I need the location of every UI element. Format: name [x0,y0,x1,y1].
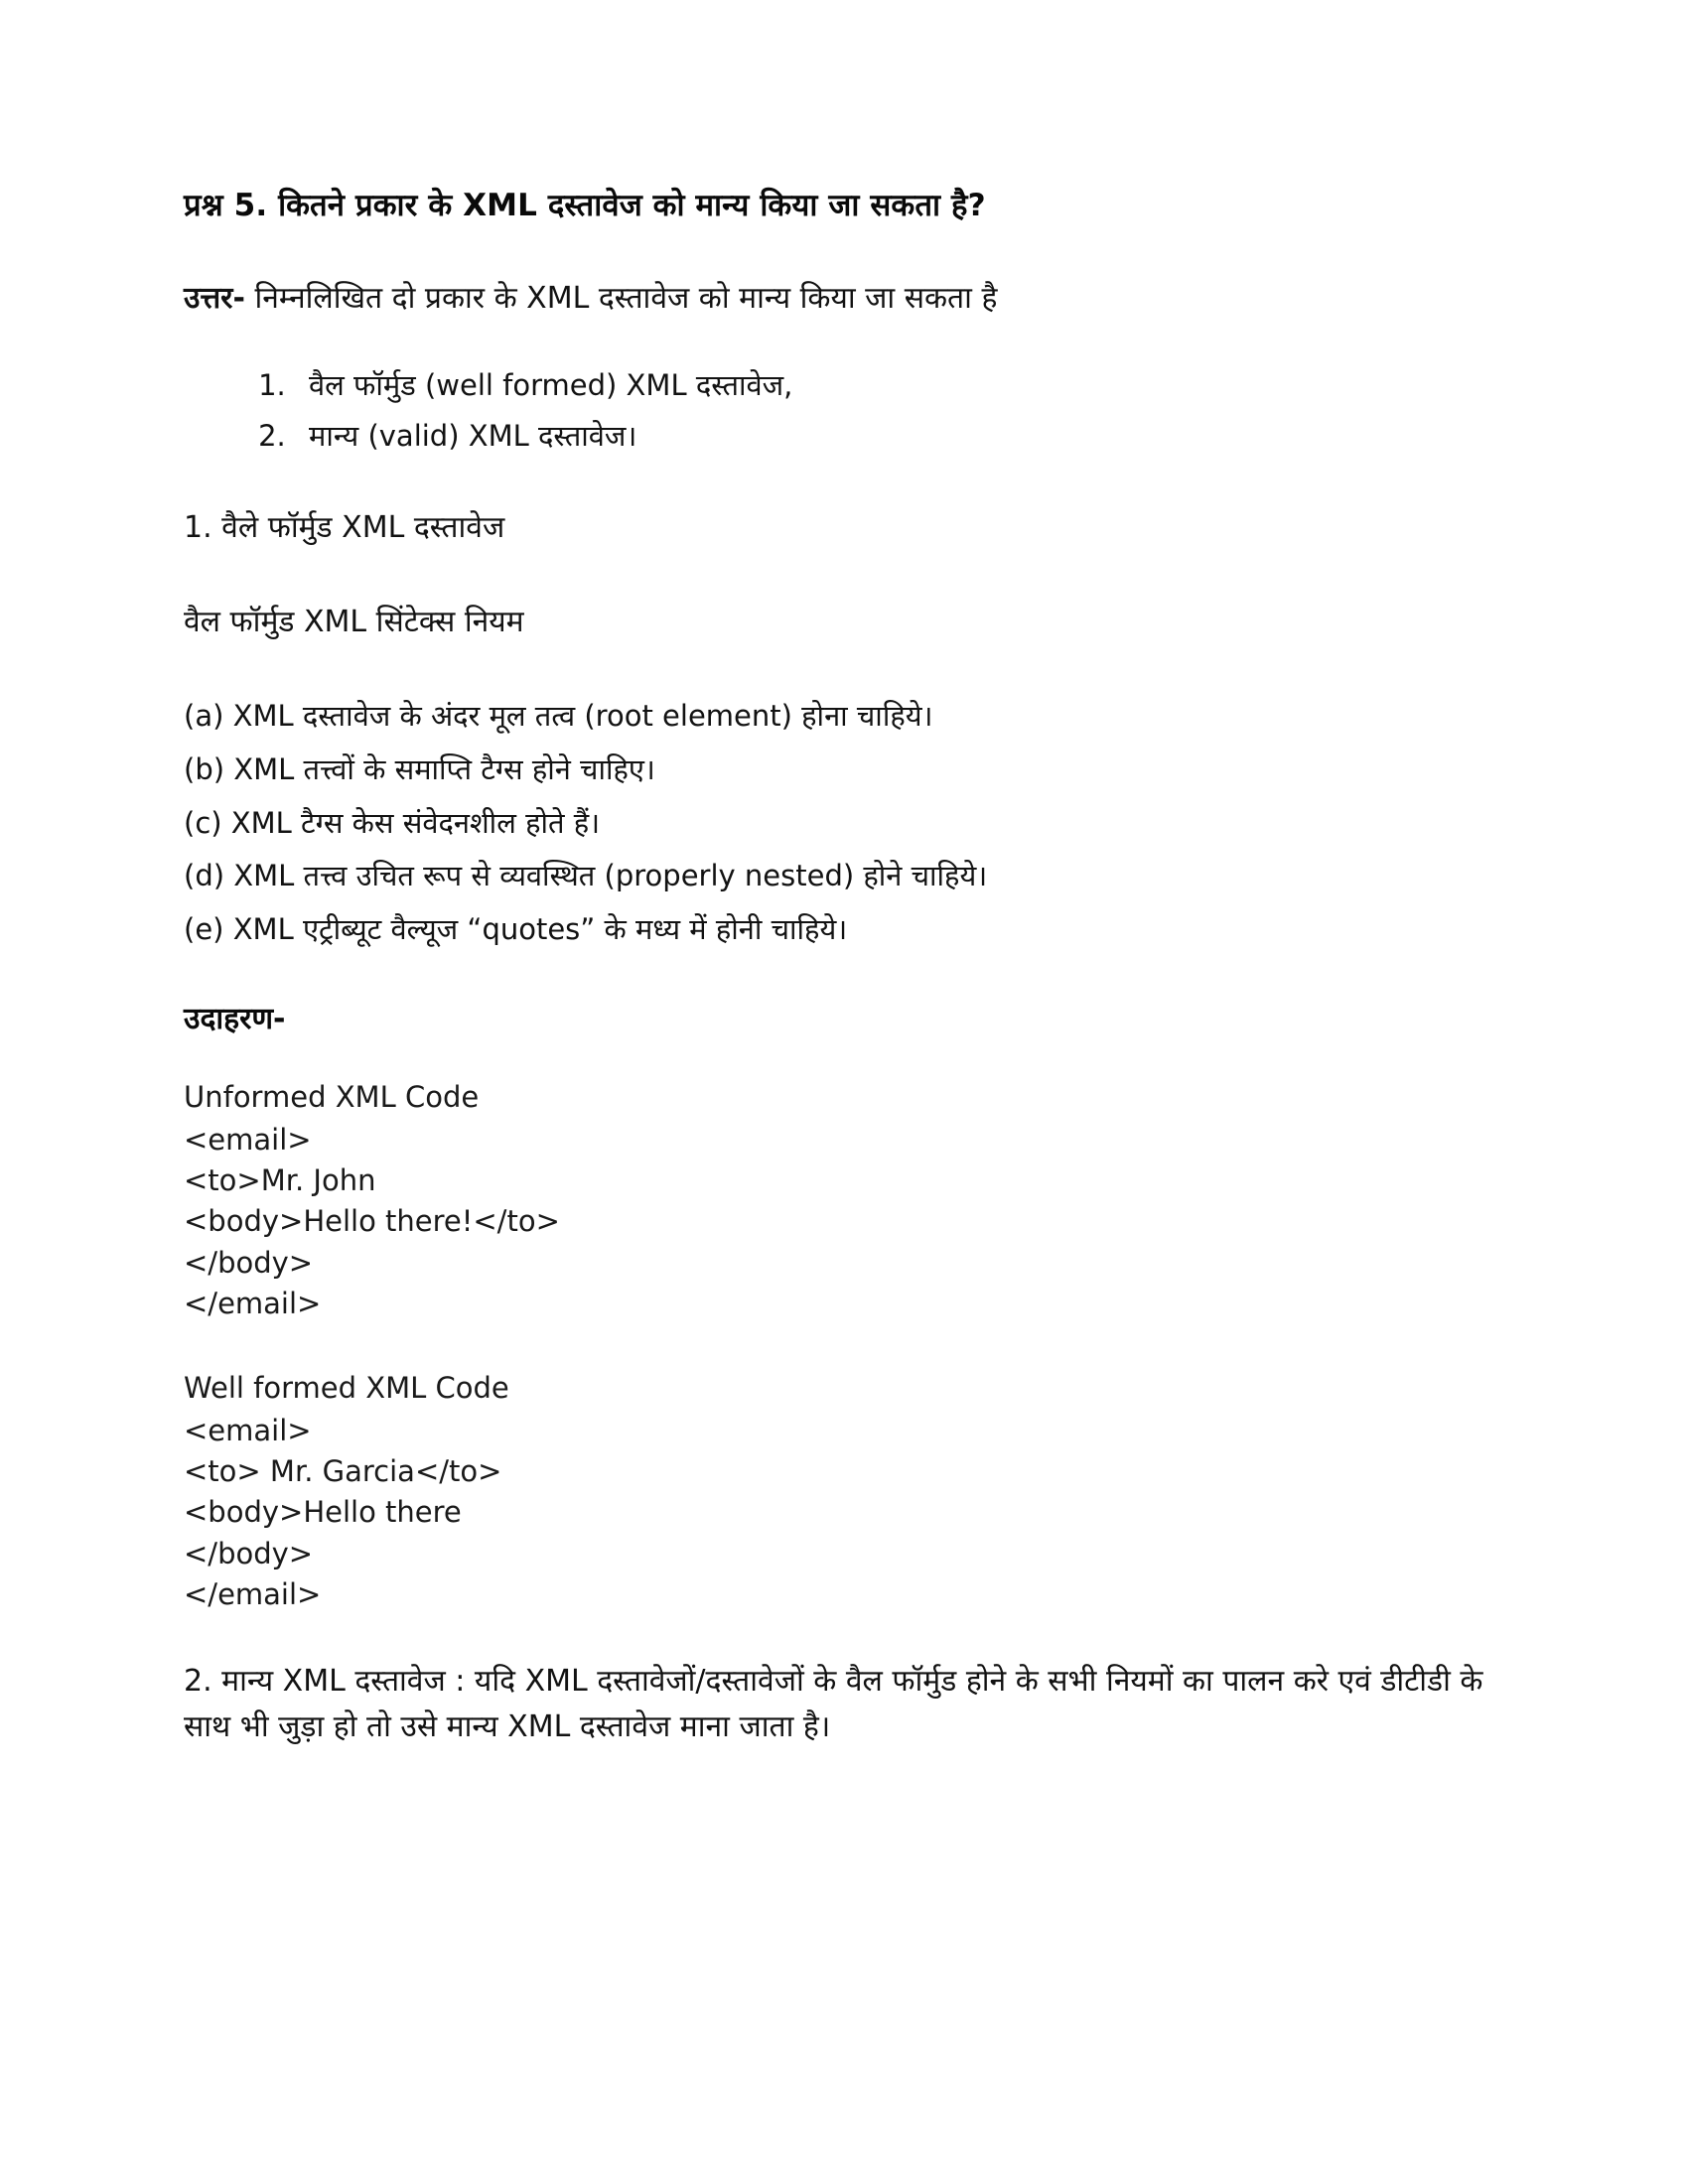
code-block-unformed [184,1077,1509,1324]
answer-text: निम्नलिखित दो प्रकार के XML दस्तावेज को मान्य किया जा सकता है [244,280,998,316]
code-line: <to>Mr. John [184,1163,376,1198]
rule-c: (c) XML टैग्स केस संवेदनशील होते हैं। [184,805,601,840]
code-line: </body> [184,1536,314,1570]
rule-e: (e) XML एट्रीब्यूट वैल्यूज “quotes” के मध्य में होनी चाहिये। [184,912,848,947]
list-item: 1. वैल फॉर्मुड (well formed) XML दस्तावेज, [295,362,1509,409]
code-line: <email> [184,1123,312,1158]
answer-paragraph [184,276,1509,321]
code-line: </email> [184,1286,322,1320]
code-block-well-formed [184,1368,1509,1615]
section-two-paragraph: 2. मान्य XML दस्तावेज : यदि XML दस्तावेजों/दस्तावेजों के वैल फॉर्मुड होने के सभी नियमों का पालन करे एवं डीटीडी के साथ भी जुड़ा हो तो उसे मान्य XML दस्तावेज माना जाता है। [184,1664,1483,1744]
code-block-title: Unformed XML Code [184,1079,480,1114]
code-line: <to> Mr. Garcia</to> [184,1454,502,1489]
answer-lead-label: उत्तर- [184,280,245,316]
rule-a: (a) XML दस्तावेज के अंदर मूल तत्व (root element) होना चाहिये। [184,698,933,733]
example-label: उदाहरण- [184,1001,286,1036]
syntax-rules-heading: वैल फॉर्मुड XML सिंटेक्स नियम [184,604,524,639]
syntax-rules-list [184,694,1509,953]
code-line: <body>Hello there [184,1495,462,1530]
code-block-title: Well formed XML Code [184,1370,509,1405]
rule-d: (d) XML तत्त्व उचित रूप से व्यवस्थित (properly nested) होने चाहिये। [184,859,988,893]
code-line: <body>Hello there!</to> [184,1204,560,1239]
document-types-list [184,362,1509,460]
section-one-heading: 1. वैले फॉर्मुड XML दस्तावेज [184,509,505,545]
code-line: </body> [184,1245,314,1280]
code-line: </email> [184,1576,322,1611]
code-line: <email> [184,1414,312,1448]
question-heading: प्रश्न 5. कितने प्रकार के XML दस्तावेज को मान्य किया जा सकता है? [184,188,986,223]
rule-b: (b) XML तत्त्वों के समाप्ति टैग्स होने चाहिए। [184,751,655,786]
list-item: 2. मान्य (valid) XML दस्तावेज। [295,413,1509,460]
